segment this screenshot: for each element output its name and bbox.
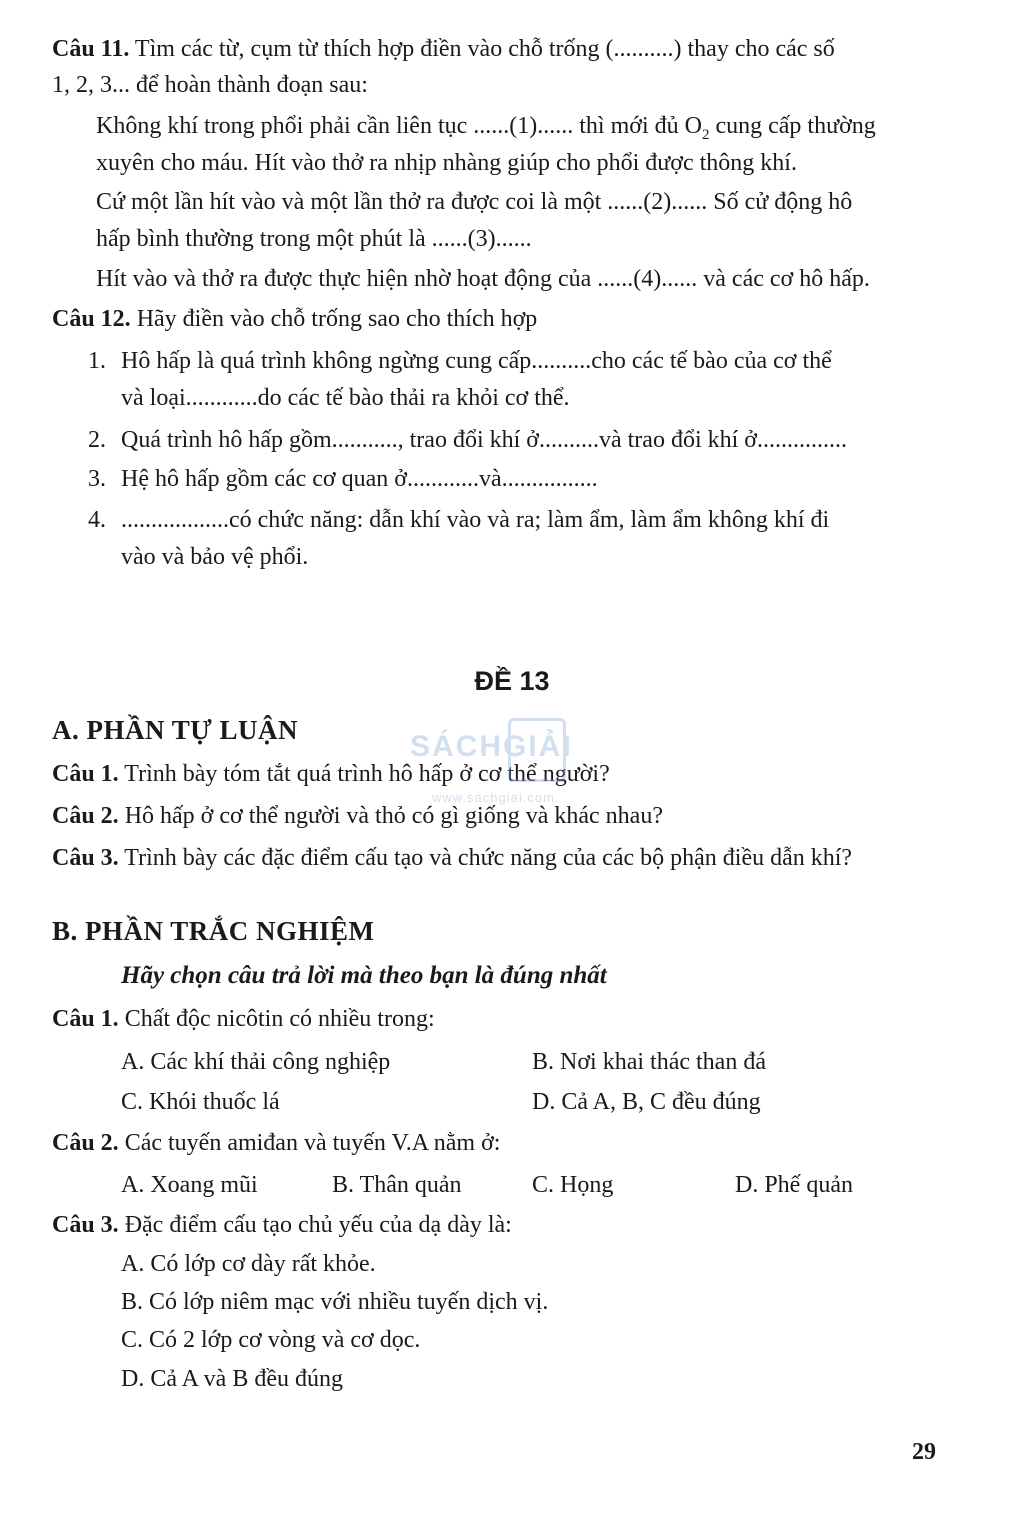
part-b-q1-option-a: A. Các khí thải công nghiệp (121, 1049, 391, 1075)
part-b-q2-label: Câu 2. (52, 1130, 119, 1156)
watermark-url: www.sachgiai.com (432, 790, 555, 805)
q12-item2-number: 2. (88, 427, 106, 453)
q12-item1-number: 1. (88, 348, 106, 374)
q12-item3-line1: Hệ hô hấp gồm các cơ quan ở............và................ (121, 466, 598, 492)
part-b-q3-option-a: A. Có lớp cơ dày rất khỏe. (121, 1251, 376, 1277)
part-b-q3-option-b: B. Có lớp niêm mạc với nhiều tuyến dịch vị. (121, 1289, 549, 1315)
part-a-question3 (52, 843, 852, 873)
part-b-q3-text: Đặc điểm cấu tạo chủ yếu của dạ dày là: (118, 1212, 512, 1238)
q11-paragraph1-line2: xuyên cho máu. Hít vào thở ra nhịp nhàng giúp cho phổi được thông khí. (96, 150, 797, 176)
part-b-heading: B. PHẦN TRẮC NGHIỆM (52, 916, 375, 946)
q11-paragraph2-line1: Cứ một lần hít vào và một lần thở ra được coi là một ......(2)...... Số cử động hô (96, 189, 853, 215)
q12-item3-number: 3. (88, 466, 106, 492)
part-b-q1-option-d: D. Cả A, B, C đều đúng (532, 1089, 761, 1115)
q12-item2-line1: Quá trình hô hấp gồm..........., trao đổi khí ở..........và trao đổi khí ở............... (121, 427, 847, 453)
part-b-q1-option-b: B. Nơi khai thác than đá (532, 1049, 766, 1075)
page-number: 29 (912, 1439, 936, 1465)
part-b-q2-text: Các tuyến amiđan và tuyến V.A nằm ở: (118, 1130, 501, 1156)
part-b-q2-option-c: C. Họng (532, 1172, 614, 1198)
part-a-q1-text: Trình bày tóm tắt quá trình hô hấp ở cơ thể người? (118, 761, 610, 787)
part-b-question2 (52, 1128, 500, 1158)
part-a-q1-label: Câu 1. (52, 761, 119, 787)
part-a-question2 (52, 801, 663, 831)
part-b-q1-option-c: C. Khói thuốc lá (121, 1089, 280, 1115)
exam-title: ĐỀ 13 (474, 666, 550, 696)
part-a-q2-text: Hô hấp ở cơ thể người và thỏ có gì giống và khác nhau? (118, 803, 663, 829)
q11-paragraph2-line2: hấp bình thường trong một phút là ......(3)...... (96, 226, 532, 252)
part-a-question1 (52, 759, 610, 789)
q11-label: Câu 11. (52, 36, 130, 62)
q11-intro-line1 (52, 34, 835, 64)
part-b-instruction: Hãy chọn câu trả lời mà theo bạn là đúng nhất (121, 962, 607, 989)
part-b-q3-option-c: C. Có 2 lớp cơ vòng và cơ dọc. (121, 1327, 421, 1353)
part-a-q3-text: Trình bày các đặc điểm cấu tạo và chức năng của các bộ phận điều dẫn khí? (118, 845, 853, 871)
part-a-q2-label: Câu 2. (52, 803, 119, 829)
q11-p1-subscript: 2 (701, 126, 710, 143)
q11-intro-line2: 1, 2, 3... để hoàn thành đoạn sau: (52, 72, 368, 98)
part-a-heading: A. PHẦN TỰ LUẬN (52, 715, 299, 745)
q11-p1b: cung cấp thường (709, 113, 876, 139)
q12-item4-line2: vào và bảo vệ phổi. (121, 544, 309, 570)
part-b-q3-label: Câu 3. (52, 1212, 119, 1238)
part-b-q3-option-d: D. Cả A và B đều đúng (121, 1366, 343, 1392)
part-b-question1 (52, 1004, 435, 1034)
q11-text1: Tìm các từ, cụm từ thích hợp điền vào chỗ trống (..........) thay cho các số (129, 36, 835, 62)
part-b-q2-option-b: B. Thân quản (332, 1172, 462, 1198)
q12-intro (52, 304, 537, 334)
q12-item1-line1: Hô hấp là quá trình không ngừng cung cấp..........cho các tế bào của cơ thể (121, 348, 832, 374)
part-b-q1-text: Chất độc nicôtin có nhiều trong: (118, 1006, 435, 1032)
part-b-q2-option-a: A. Xoang mũi (121, 1172, 258, 1198)
q12-item1-line2: và loại............do các tế bào thải ra khỏi cơ thể. (121, 385, 570, 411)
q12-item4-number: 4. (88, 507, 106, 533)
q11-p1-o: O (684, 113, 702, 139)
q12-text: Hãy điền vào chỗ trống sao cho thích hợp (130, 306, 538, 332)
part-a-q3-label: Câu 3. (52, 845, 119, 871)
watermark-brand: SÁCHGIẢI (410, 730, 573, 763)
part-b-question3 (52, 1210, 512, 1240)
q12-label: Câu 12. (52, 306, 131, 332)
q11-paragraph3: Hít vào và thở ra được thực hiện nhờ hoạt động của ......(4)...... và các cơ hô hấp. (96, 266, 870, 292)
part-b-q1-label: Câu 1. (52, 1006, 119, 1032)
q11-p1a: Không khí trong phổi phải cần liên tục ......(1)...... thì mới đủ (96, 113, 685, 139)
part-b-q2-option-d: D. Phế quản (735, 1172, 853, 1198)
q12-item4-line1: ..................có chức năng: dẫn khí vào và ra; làm ẩm, làm ẩm không khí đi (121, 507, 830, 533)
q11-paragraph1-line1 (96, 111, 876, 150)
